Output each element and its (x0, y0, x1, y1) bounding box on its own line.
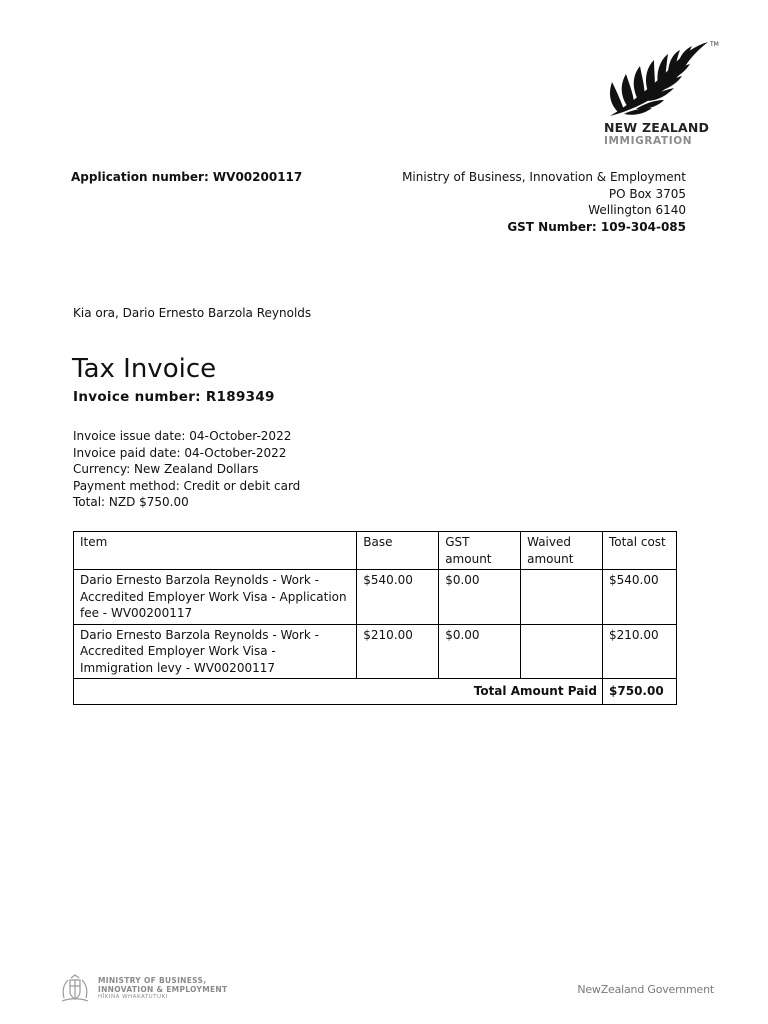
nz-immigration-logo (600, 38, 720, 150)
row-gst: $0.00 (439, 624, 521, 679)
document-title: Tax Invoice (72, 354, 217, 384)
trademark-mark: TM (710, 41, 719, 48)
logo-line-new-zealand: NEW ZEALAND (604, 120, 710, 135)
row-base: $540.00 (357, 570, 439, 625)
ministry-address (402, 169, 686, 235)
table-header-row (74, 532, 677, 570)
address-city: Wellington 6140 (588, 203, 686, 217)
row-item: Dario Ernesto Barzola Reynolds - Work - Accredited Employer Work Visa - Application fee - WV00200117 (74, 570, 357, 625)
row-waived (521, 570, 603, 625)
row-item: Dario Ernesto Barzola Reynolds - Work - Accredited Employer Work Visa - Immigration levy - WV00200117 (74, 624, 357, 679)
invoice-issue-date: Invoice issue date: 04-October-2022 (73, 429, 292, 443)
total-amount-value: $750.00 (603, 679, 677, 705)
nz-government-logo: NewZealand Government (577, 983, 714, 996)
mbie-line-2: INNOVATION & EMPLOYMENT (98, 985, 228, 994)
row-waived (521, 624, 603, 679)
fern-icon (604, 38, 712, 118)
row-total: $210.00 (603, 624, 677, 679)
address-org: Ministry of Business, Innovation & Employment (402, 170, 686, 184)
invoice-payment-method: Payment method: Credit or debit card (73, 478, 301, 493)
application-number: Application number: WV00200117 (71, 170, 303, 184)
mbie-line-3: HĪKINA WHAKATUTUKI (98, 994, 168, 1000)
greeting: Kia ora, Dario Ernesto Barzola Reynolds (73, 306, 312, 320)
mbie-line-1: MINISTRY OF BUSINESS, (98, 976, 207, 985)
header-total-cost: Total cost (603, 532, 677, 570)
invoice-number: Invoice number: R189349 (73, 389, 275, 405)
header-item: Item (74, 532, 357, 570)
mbie-logo (58, 972, 258, 1006)
header-base: Base (357, 532, 439, 570)
gst-number: GST Number: 109-304-085 (507, 219, 686, 234)
row-total: $540.00 (603, 570, 677, 625)
total-row (74, 679, 677, 705)
row-base: $210.00 (357, 624, 439, 679)
row-gst: $0.00 (439, 570, 521, 625)
address-po-box: PO Box 3705 (608, 186, 686, 201)
coat-of-arms-icon (58, 974, 92, 1004)
invoice-currency: Currency: New Zealand Dollars (73, 462, 259, 476)
table-row (74, 570, 677, 625)
header-gst-amount: GST amount (439, 532, 521, 570)
total-amount-label: Total Amount Paid (74, 679, 603, 705)
table-row (74, 624, 677, 679)
invoice-details (73, 428, 300, 511)
logo-line-immigration: IMMIGRATION (604, 135, 693, 147)
invoice-total: Total: NZD $750.00 (73, 495, 189, 509)
invoice-paid-date: Invoice paid date: 04-October-2022 (73, 445, 287, 460)
header-waived-amount: Waived amount (521, 532, 603, 570)
invoice-table (73, 531, 677, 705)
